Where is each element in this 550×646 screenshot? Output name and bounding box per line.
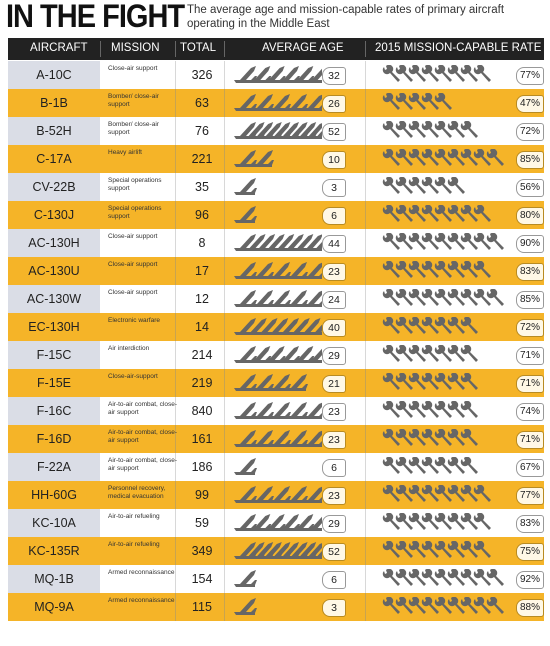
aircraft-name: B-1B	[8, 89, 100, 117]
age-plane-icons	[234, 317, 322, 337]
column-divider	[365, 41, 366, 57]
mission-text: Air-to-air refueling	[108, 541, 160, 548]
average-age-value: 52	[322, 543, 346, 561]
column-divider	[365, 509, 366, 537]
aircraft-name: F-15C	[8, 341, 100, 369]
aircraft-silhouette-icon	[234, 570, 257, 587]
column-divider	[365, 453, 366, 481]
column-divider	[224, 425, 225, 453]
aircraft-name: KC-135R	[8, 537, 100, 565]
mission-capable-rate-value: 83%	[516, 263, 544, 281]
mission-capable-rate-value: 56%	[516, 179, 544, 197]
aircraft-name: F-22A	[8, 453, 100, 481]
total-count: 161	[191, 432, 213, 446]
column-divider	[365, 145, 366, 173]
average-age-value: 32	[322, 67, 346, 85]
rate-wrench-icons	[381, 429, 513, 449]
table-row	[8, 593, 544, 621]
mission-capable-rate-value: 72%	[516, 319, 544, 337]
table-row	[8, 369, 544, 397]
average-age-value: 3	[322, 599, 346, 617]
column-divider	[224, 257, 225, 285]
mission-text: Special operations support	[108, 205, 162, 220]
column-divider	[365, 397, 366, 425]
average-age-value: 29	[322, 515, 346, 533]
mission-capable-rate-value: 71%	[516, 347, 544, 365]
column-divider	[365, 369, 366, 397]
rate-wrench-icons	[381, 597, 513, 617]
mission-text: Electronic warfare	[108, 317, 161, 324]
mission-capable-rate-value: 71%	[516, 375, 544, 393]
average-age-value: 6	[322, 459, 346, 477]
wrench-icon	[383, 121, 400, 138]
total-count: 8	[198, 236, 206, 250]
age-plane-icons	[234, 401, 322, 421]
wrench-icon	[383, 317, 400, 334]
column-divider	[365, 257, 366, 285]
table-header	[8, 38, 550, 60]
age-plane-icons	[234, 457, 322, 477]
total-count: 154	[191, 572, 213, 586]
age-plane-icons	[234, 289, 322, 309]
total-count: 12	[195, 292, 209, 306]
rate-wrench-icons	[381, 65, 513, 85]
mission-text: Special operations support	[108, 177, 162, 192]
table-row	[8, 201, 544, 229]
aircraft-name: C-17A	[8, 145, 100, 173]
rate-wrench-icons	[381, 289, 513, 309]
mission-text: Close-air support	[108, 289, 158, 296]
mission-capable-rate-value: 85%	[516, 151, 544, 169]
column-header-rate: 2015 MISSION-CAPABLE RATE *	[375, 42, 550, 54]
table-row	[8, 313, 544, 341]
column-divider	[365, 201, 366, 229]
column-divider	[224, 397, 225, 425]
table-row	[8, 89, 544, 117]
average-age-value: 6	[322, 207, 346, 225]
rate-wrench-icons	[381, 233, 513, 253]
wrench-icon	[383, 289, 400, 306]
column-divider	[224, 481, 225, 509]
total-count: 99	[195, 488, 209, 502]
mission-capable-rate-value: 75%	[516, 543, 544, 561]
aircraft-silhouette-icon	[234, 178, 257, 195]
total-count: 17	[195, 264, 209, 278]
aircraft-name: F-16C	[8, 397, 100, 425]
wrench-icon	[383, 429, 400, 446]
aircraft-name: AC-130U	[8, 257, 100, 285]
table-row	[8, 537, 544, 565]
rate-wrench-icons	[381, 149, 513, 169]
wrench-icon	[383, 401, 400, 418]
mission-capable-rate-value: 92%	[516, 571, 544, 589]
wrench-icon	[383, 345, 400, 362]
table-row	[8, 341, 544, 369]
rate-wrench-icons	[381, 177, 513, 197]
column-divider	[224, 313, 225, 341]
age-plane-icons	[234, 513, 322, 533]
rate-wrench-icons	[381, 205, 513, 225]
average-age-value: 10	[322, 151, 346, 169]
total-count: 186	[191, 460, 213, 474]
age-plane-icons	[234, 345, 322, 365]
mission-capable-rate-value: 90%	[516, 235, 544, 253]
age-plane-icons	[234, 597, 322, 617]
wrench-icon	[383, 569, 400, 586]
column-divider	[365, 285, 366, 313]
column-divider	[224, 285, 225, 313]
column-header-aircraft: AIRCRAFT	[30, 42, 88, 54]
column-divider	[365, 481, 366, 509]
average-age-value: 52	[322, 123, 346, 141]
total-count: 63	[195, 96, 209, 110]
wrench-icon	[383, 177, 400, 194]
aircraft-name: C-130J	[8, 201, 100, 229]
column-divider	[224, 41, 225, 57]
average-age-value: 23	[322, 403, 346, 421]
aircraft-silhouette-icon	[234, 458, 257, 475]
total-count: 349	[191, 544, 213, 558]
average-age-value: 23	[322, 263, 346, 281]
average-age-value: 23	[322, 487, 346, 505]
table-row	[8, 145, 544, 173]
total-count: 219	[191, 376, 213, 390]
mission-text: Close-air support	[108, 233, 158, 240]
column-divider	[365, 173, 366, 201]
table-row	[8, 229, 544, 257]
mission-capable-rate-value: 71%	[516, 431, 544, 449]
mission-text: Armed reconnaissance	[108, 597, 175, 604]
age-plane-icons	[234, 233, 322, 253]
mission-text: Air-to-air combat, close-air support	[108, 457, 177, 472]
column-divider	[224, 453, 225, 481]
rate-wrench-icons	[381, 541, 513, 561]
column-header-total: TOTAL	[180, 42, 216, 54]
aircraft-table-body	[8, 61, 544, 621]
rate-wrench-icons	[381, 457, 513, 477]
column-divider	[365, 425, 366, 453]
total-count: 214	[191, 348, 213, 362]
rate-wrench-icons	[381, 93, 513, 113]
mission-capable-rate-value: 67%	[516, 459, 544, 477]
wrench-icon	[383, 233, 400, 250]
column-divider	[365, 593, 366, 621]
wrench-icon	[383, 457, 400, 474]
age-plane-icons	[234, 373, 322, 393]
aircraft-name: CV-22B	[8, 173, 100, 201]
column-divider	[224, 565, 225, 593]
average-age-value: 21	[322, 375, 346, 393]
rate-wrench-icons	[381, 345, 513, 365]
aircraft-name: AC-130W	[8, 285, 100, 313]
column-divider	[224, 229, 225, 257]
age-plane-icons	[234, 149, 322, 169]
mission-text: Close-air support	[108, 65, 158, 72]
column-divider	[224, 201, 225, 229]
column-divider	[365, 229, 366, 257]
table-row	[8, 257, 544, 285]
average-age-value: 26	[322, 95, 346, 113]
rate-wrench-icons	[381, 569, 513, 589]
age-plane-icons	[234, 485, 322, 505]
age-plane-icons	[234, 429, 322, 449]
total-count: 326	[191, 68, 213, 82]
total-count: 221	[191, 152, 213, 166]
age-plane-icons	[234, 205, 322, 225]
mission-capable-rate-value: 77%	[516, 487, 544, 505]
wrench-icon	[383, 597, 400, 614]
column-divider	[224, 173, 225, 201]
column-divider	[224, 117, 225, 145]
column-divider	[365, 341, 366, 369]
mission-capable-rate-value: 85%	[516, 291, 544, 309]
mission-capable-rate-value: 88%	[516, 599, 544, 617]
table-row	[8, 397, 544, 425]
mission-text: Air-to-air combat, close-air support	[108, 401, 177, 416]
wrench-icon	[383, 513, 400, 530]
column-divider	[365, 565, 366, 593]
table-row	[8, 173, 544, 201]
column-divider	[365, 89, 366, 117]
column-divider	[365, 117, 366, 145]
column-divider	[224, 89, 225, 117]
age-plane-icons	[234, 177, 322, 197]
column-divider	[224, 341, 225, 369]
rate-wrench-icons	[381, 401, 513, 421]
aircraft-name: AC-130H	[8, 229, 100, 257]
age-plane-icons	[234, 261, 322, 281]
total-count: 115	[192, 600, 212, 614]
age-plane-icons	[234, 65, 322, 85]
column-header-mission: MISSION	[111, 42, 160, 54]
column-divider	[224, 369, 225, 397]
wrench-icon	[383, 93, 400, 110]
mission-text: Close-air support	[108, 261, 158, 268]
rate-wrench-icons	[381, 261, 513, 281]
mission-text: Bomber/ close-air support	[108, 93, 159, 108]
aircraft-name: F-16D	[8, 425, 100, 453]
mission-text: Close-air-support	[108, 373, 158, 380]
column-divider	[175, 41, 176, 57]
age-plane-icons	[234, 121, 322, 141]
wrench-icon	[383, 541, 400, 558]
wrench-icon	[383, 205, 400, 222]
average-age-value: 6	[322, 571, 346, 589]
table-row	[8, 425, 544, 453]
aircraft-name: MQ-9A	[8, 593, 100, 621]
column-header-age: AVERAGE AGE	[262, 42, 344, 54]
table-row	[8, 285, 544, 313]
total-count: 96	[195, 208, 209, 222]
aircraft-silhouette-icon	[234, 206, 257, 223]
aircraft-name: MQ-1B	[8, 565, 100, 593]
total-count: 59	[195, 516, 209, 530]
aircraft-name: F-15E	[8, 369, 100, 397]
table-row	[8, 481, 544, 509]
column-divider	[224, 509, 225, 537]
mission-capable-rate-value: 83%	[516, 515, 544, 533]
column-divider	[365, 61, 366, 89]
wrench-icon	[383, 65, 400, 82]
rate-wrench-icons	[381, 317, 513, 337]
mission-text: Personnel recovery, medical evacuation	[108, 485, 166, 500]
aircraft-name: EC-130H	[8, 313, 100, 341]
column-divider	[224, 61, 225, 89]
age-plane-icons	[234, 569, 322, 589]
aircraft-name: KC-10A	[8, 509, 100, 537]
average-age-value: 3	[322, 179, 346, 197]
age-plane-icons	[234, 93, 322, 113]
total-count: 840	[191, 404, 213, 418]
aircraft-name: HH-60G	[8, 481, 100, 509]
header	[0, 0, 550, 38]
rate-wrench-icons	[381, 513, 513, 533]
rate-wrench-icons	[381, 485, 513, 505]
column-divider	[365, 313, 366, 341]
mission-text: Air-to-air refueling	[108, 513, 160, 520]
column-divider	[224, 593, 225, 621]
age-plane-icons	[234, 541, 322, 561]
column-divider	[224, 537, 225, 565]
mission-text: Bomber/ close-air support	[108, 121, 159, 136]
wrench-icon	[383, 373, 400, 390]
column-divider	[100, 41, 101, 57]
average-age-value: 29	[322, 347, 346, 365]
mission-text: Heavy airlift	[108, 149, 142, 156]
rate-wrench-icons	[381, 373, 513, 393]
mission-text: Air interdiction	[108, 345, 150, 352]
mission-capable-rate-value: 72%	[516, 123, 544, 141]
mission-capable-rate-value: 47%	[516, 95, 544, 113]
mission-capable-rate-value: 77%	[516, 67, 544, 85]
average-age-value: 40	[322, 319, 346, 337]
table-row	[8, 453, 544, 481]
wrench-icon	[383, 149, 400, 166]
column-divider	[365, 537, 366, 565]
mission-capable-rate-value: 80%	[516, 207, 544, 225]
page-title: IN THE FIGHT	[6, 0, 185, 35]
aircraft-silhouette-icon	[234, 598, 257, 615]
total-count: 76	[195, 124, 209, 138]
wrench-icon	[383, 485, 400, 502]
total-count: 35	[195, 180, 209, 194]
table-row	[8, 509, 544, 537]
average-age-value: 23	[322, 431, 346, 449]
mission-capable-rate-value: 74%	[516, 403, 544, 421]
aircraft-name: A-10C	[8, 61, 100, 89]
page-subtitle: The average age and mission-capable rates of primary aircraft operating in the Middle East	[187, 4, 505, 30]
average-age-value: 24	[322, 291, 346, 309]
table-row	[8, 565, 544, 593]
rate-wrench-icons	[381, 121, 513, 141]
mission-text: Armed reconnaissance	[108, 569, 175, 576]
column-divider	[224, 145, 225, 173]
aircraft-name: B-52H	[8, 117, 100, 145]
table-row	[8, 61, 544, 89]
table-row	[8, 117, 544, 145]
total-count: 14	[195, 320, 209, 334]
mission-text: Air-to-air combat, close-air support	[108, 429, 177, 444]
average-age-value: 44	[322, 235, 346, 253]
wrench-icon	[383, 261, 400, 278]
